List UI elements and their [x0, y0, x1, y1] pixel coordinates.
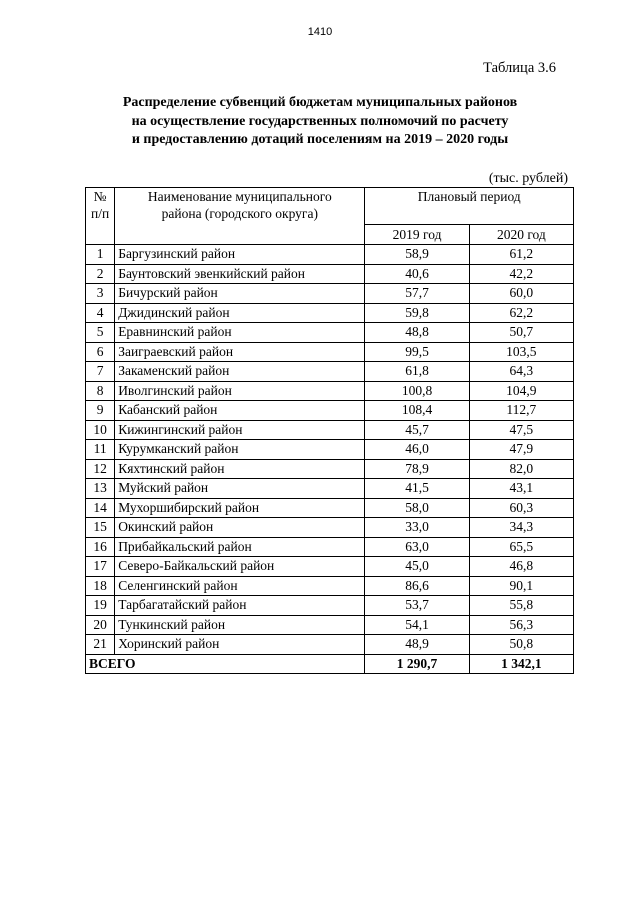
value-2020: 112,7: [469, 401, 573, 421]
value-2019: 33,0: [365, 518, 469, 538]
value-2020: 62,2: [469, 303, 573, 323]
title-line-2: на осуществление государственных полномочий по расчету: [131, 113, 509, 129]
value-2020: 61,2: [469, 245, 573, 265]
subsidy-table: [85, 187, 574, 674]
table-row: [86, 518, 574, 538]
row-number: 1: [86, 245, 115, 265]
table-row: [86, 342, 574, 362]
district-name: Кяхтинский район: [115, 459, 365, 479]
district-name: Баргузинский район: [115, 245, 365, 265]
value-2020: 46,8: [469, 557, 573, 577]
district-name: Заиграевский район: [115, 342, 365, 362]
value-2019: 48,9: [365, 635, 469, 655]
value-2019: 58,9: [365, 245, 469, 265]
value-2020: 60,0: [469, 284, 573, 304]
header-no: [86, 188, 115, 245]
table-row: [86, 381, 574, 401]
district-name: Иволгинский район: [115, 381, 365, 401]
page-number: 1410: [307, 26, 333, 38]
table-row: [86, 557, 574, 577]
total-row: [86, 654, 574, 674]
value-2019: 48,8: [365, 323, 469, 343]
value-2020: 60,3: [469, 498, 573, 518]
value-2020: 90,1: [469, 576, 573, 596]
value-2019: 63,0: [365, 537, 469, 557]
total-2019: 1 290,7: [365, 654, 469, 674]
value-2020: 50,7: [469, 323, 573, 343]
title-line-1: Распределение субвенций бюджетам муниципальных районов: [122, 95, 518, 110]
district-name: Баунтовский эвенкийский район: [115, 264, 365, 284]
district-name: Северо-Байкальский район: [115, 557, 365, 577]
row-number: 7: [86, 362, 115, 382]
value-2020: 34,3: [469, 518, 573, 538]
row-number: 13: [86, 479, 115, 499]
header-year-2020: 2020 год: [469, 225, 573, 245]
value-2020: 47,9: [469, 440, 573, 460]
row-number: 9: [86, 401, 115, 421]
table-row: [86, 479, 574, 499]
row-number: 19: [86, 596, 115, 616]
table-row: [86, 284, 574, 304]
district-name: Джидинский район: [115, 303, 365, 323]
district-name: Тункинский район: [115, 615, 365, 635]
table-row: [86, 303, 574, 323]
row-number: 6: [86, 342, 115, 362]
value-2020: 55,8: [469, 596, 573, 616]
value-2019: 40,6: [365, 264, 469, 284]
district-name: Кабанский район: [115, 401, 365, 421]
row-number: 8: [86, 381, 115, 401]
table-row: [86, 401, 574, 421]
row-number: 5: [86, 323, 115, 343]
value-2019: 78,9: [365, 459, 469, 479]
table-row: [86, 498, 574, 518]
value-2019: 46,0: [365, 440, 469, 460]
total-2020: 1 342,1: [469, 654, 573, 674]
table-row: [86, 576, 574, 596]
table-row: [86, 245, 574, 265]
district-name: Закаменский район: [115, 362, 365, 382]
title-line-3: и предоставлению дотаций поселениям на 2019 – 2020 годы: [131, 132, 509, 147]
table-row: [86, 537, 574, 557]
table-row: [86, 596, 574, 616]
value-2019: 58,0: [365, 498, 469, 518]
row-number: 10: [86, 420, 115, 440]
value-2020: 56,3: [469, 615, 573, 635]
district-name: Тарбагатайский район: [115, 596, 365, 616]
value-2020: 43,1: [469, 479, 573, 499]
row-number: 15: [86, 518, 115, 538]
row-number: 3: [86, 284, 115, 304]
value-2019: 86,6: [365, 576, 469, 596]
value-2019: 108,4: [365, 401, 469, 421]
district-name: Еравнинский район: [115, 323, 365, 343]
value-2019: 53,7: [365, 596, 469, 616]
district-name: Окинский район: [115, 518, 365, 538]
table-row: [86, 440, 574, 460]
value-2020: 42,2: [469, 264, 573, 284]
table-body: [86, 245, 574, 674]
value-2020: 47,5: [469, 420, 573, 440]
value-2020: 82,0: [469, 459, 573, 479]
value-2019: 45,0: [365, 557, 469, 577]
table-row: [86, 264, 574, 284]
header-no-text: № п/п: [90, 189, 110, 221]
value-2019: 100,8: [365, 381, 469, 401]
document-title: [60, 94, 580, 150]
row-number: 17: [86, 557, 115, 577]
row-number: 2: [86, 264, 115, 284]
row-number: 18: [86, 576, 115, 596]
value-2019: 41,5: [365, 479, 469, 499]
value-2020: 64,3: [469, 362, 573, 382]
district-name: Хоринский район: [115, 635, 365, 655]
row-number: 11: [86, 440, 115, 460]
table-row: [86, 459, 574, 479]
table-row: [86, 615, 574, 635]
value-2019: 45,7: [365, 420, 469, 440]
value-2020: 50,8: [469, 635, 573, 655]
table-row: [86, 635, 574, 655]
value-2020: 65,5: [469, 537, 573, 557]
row-number: 4: [86, 303, 115, 323]
table-row: [86, 362, 574, 382]
value-2020: 103,5: [469, 342, 573, 362]
value-2019: 59,8: [365, 303, 469, 323]
value-2019: 61,8: [365, 362, 469, 382]
district-name: Кижингинский район: [115, 420, 365, 440]
row-number: 16: [86, 537, 115, 557]
value-2019: 57,7: [365, 284, 469, 304]
table-label: Таблица 3.6: [483, 60, 556, 76]
district-name: Селенгинский район: [115, 576, 365, 596]
table-row: [86, 323, 574, 343]
district-name: Мухоршибирский район: [115, 498, 365, 518]
row-number: 21: [86, 635, 115, 655]
value-2020: 104,9: [469, 381, 573, 401]
district-name: Бичурский район: [115, 284, 365, 304]
value-2019: 54,1: [365, 615, 469, 635]
table-row: [86, 420, 574, 440]
value-2019: 99,5: [365, 342, 469, 362]
header-name: [115, 188, 365, 245]
row-number: 12: [86, 459, 115, 479]
header-year-2019: 2019 год: [365, 225, 469, 245]
district-name: Курумканский район: [115, 440, 365, 460]
row-number: 14: [86, 498, 115, 518]
district-name: Прибайкальский район: [115, 537, 365, 557]
total-label: ВСЕГО: [86, 654, 365, 674]
header-name-text: Наименование муниципального района (городского округа): [147, 189, 332, 221]
header-period-text: Плановый период: [417, 189, 521, 204]
header-period: [365, 188, 574, 225]
district-name: Муйский район: [115, 479, 365, 499]
units-label: (тыс. рублей): [488, 171, 568, 186]
row-number: 20: [86, 615, 115, 635]
